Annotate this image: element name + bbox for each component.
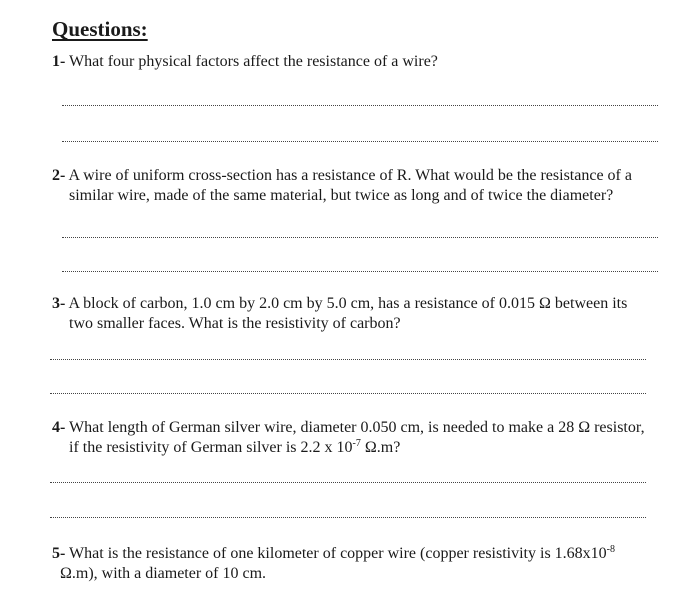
answer-line[interactable] xyxy=(50,517,646,518)
question-text-continued: two smaller faces. What is the resistivity of carbon? xyxy=(69,315,401,332)
question-2 xyxy=(52,166,672,206)
answer-line[interactable] xyxy=(62,271,658,272)
exponent: -7 xyxy=(352,438,361,449)
answer-line[interactable] xyxy=(62,237,658,238)
page-title: Questions: xyxy=(52,17,148,41)
question-text: A wire of uniform cross-section has a resistance of R. What would be the resistance of a xyxy=(68,167,632,184)
answer-line[interactable] xyxy=(62,141,658,142)
answer-line[interactable] xyxy=(50,359,646,360)
question-text-continued: Ω.m), with a diameter of 10 cm. xyxy=(60,565,267,582)
answer-line[interactable] xyxy=(50,393,646,394)
question-1 xyxy=(52,52,672,72)
question-text: A block of carbon, 1.0 cm by 2.0 cm by 5.0 cm, has a resistance of 0.015 Ω between its xyxy=(68,295,628,312)
question-number: 1- xyxy=(52,53,66,70)
question-text-part: Ω.m? xyxy=(360,439,401,456)
question-text xyxy=(69,545,615,562)
question-text: What length of German silver wire, diameter 0.050 cm, is needed to make a 28 Ω resistor, xyxy=(69,419,645,436)
question-number: 3- xyxy=(52,295,66,312)
question-text-part: if the resistivity of German silver is 2.2 x 10 xyxy=(69,439,353,456)
question-number: 2- xyxy=(52,167,66,184)
question-4 xyxy=(52,418,672,458)
question-text-part: What is the resistance of one kilometer of copper wire (copper resistivity is 1.68x10 xyxy=(69,545,607,562)
answer-line[interactable] xyxy=(50,482,646,483)
question-text: What four physical factors affect the resistance of a wire? xyxy=(69,53,438,70)
question-number: 5- xyxy=(52,545,66,562)
question-number: 4- xyxy=(52,419,66,436)
answer-line[interactable] xyxy=(62,105,658,106)
exponent: -8 xyxy=(606,544,616,555)
question-text-continued xyxy=(52,438,672,458)
question-text-continued: similar wire, made of the same material, but twice as long and of twice the diameter? xyxy=(69,187,614,204)
question-5 xyxy=(52,544,672,584)
question-3 xyxy=(52,294,672,334)
